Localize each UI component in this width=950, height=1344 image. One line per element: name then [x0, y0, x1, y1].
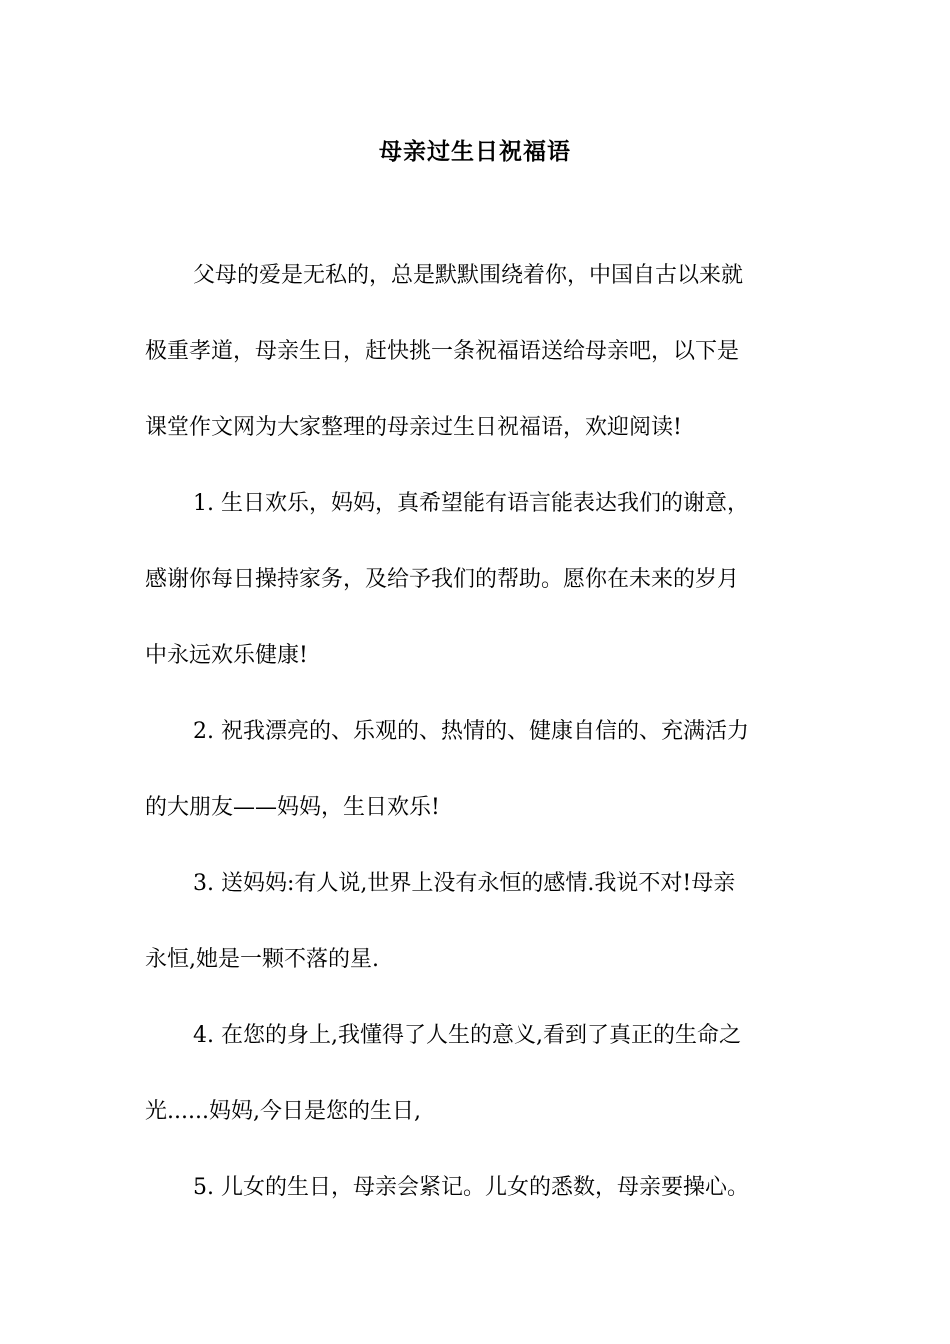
item-2-line-2: 的大朋友——妈妈，生日欢乐!: [145, 795, 440, 820]
document-body: [145, 250, 807, 1238]
item-1-line-2: 感谢你每日操持家务，及给予我们的帮助。愿你在未来的岁月: [145, 567, 740, 592]
item-1-line-1: 1. 生日欢乐，妈妈，真希望能有语言能表达我们的谢意，: [193, 491, 749, 516]
paragraph-intro-line-2: 极重孝道，母亲生日，赶快挑一条祝福语送给母亲吧，以下是: [145, 339, 740, 364]
item-2-line-1: 2. 祝我漂亮的、乐观的、热情的、健康自信的、充满活力: [193, 719, 749, 744]
item-4-line-1: 4. 在您的身上,我懂得了人生的意义,看到了真正的生命之: [193, 1023, 741, 1048]
item-3-line-1: 3. 送妈妈:有人说,世界上没有永恒的感情.我说不对!母亲: [193, 871, 736, 896]
document-title: 母亲过生日祝福语: [379, 138, 571, 165]
paragraph-intro-line-3: 课堂作文网为大家整理的母亲过生日祝福语，欢迎阅读!: [145, 415, 682, 440]
paragraph-intro-line-1: 父母的爱是无私的，总是默默围绕着你，中国自古以来就: [193, 263, 744, 288]
item-4-line-2: 光......妈妈,今日是您的生日,: [145, 1099, 421, 1124]
item-5-line-1: 5. 儿女的生日，母亲会紧记。儿女的悉数，母亲要操心。: [193, 1175, 749, 1200]
item-3-line-2: 永恒,她是一颗不落的星.: [145, 947, 379, 972]
item-1-line-3: 中永远欢乐健康!: [145, 643, 308, 668]
